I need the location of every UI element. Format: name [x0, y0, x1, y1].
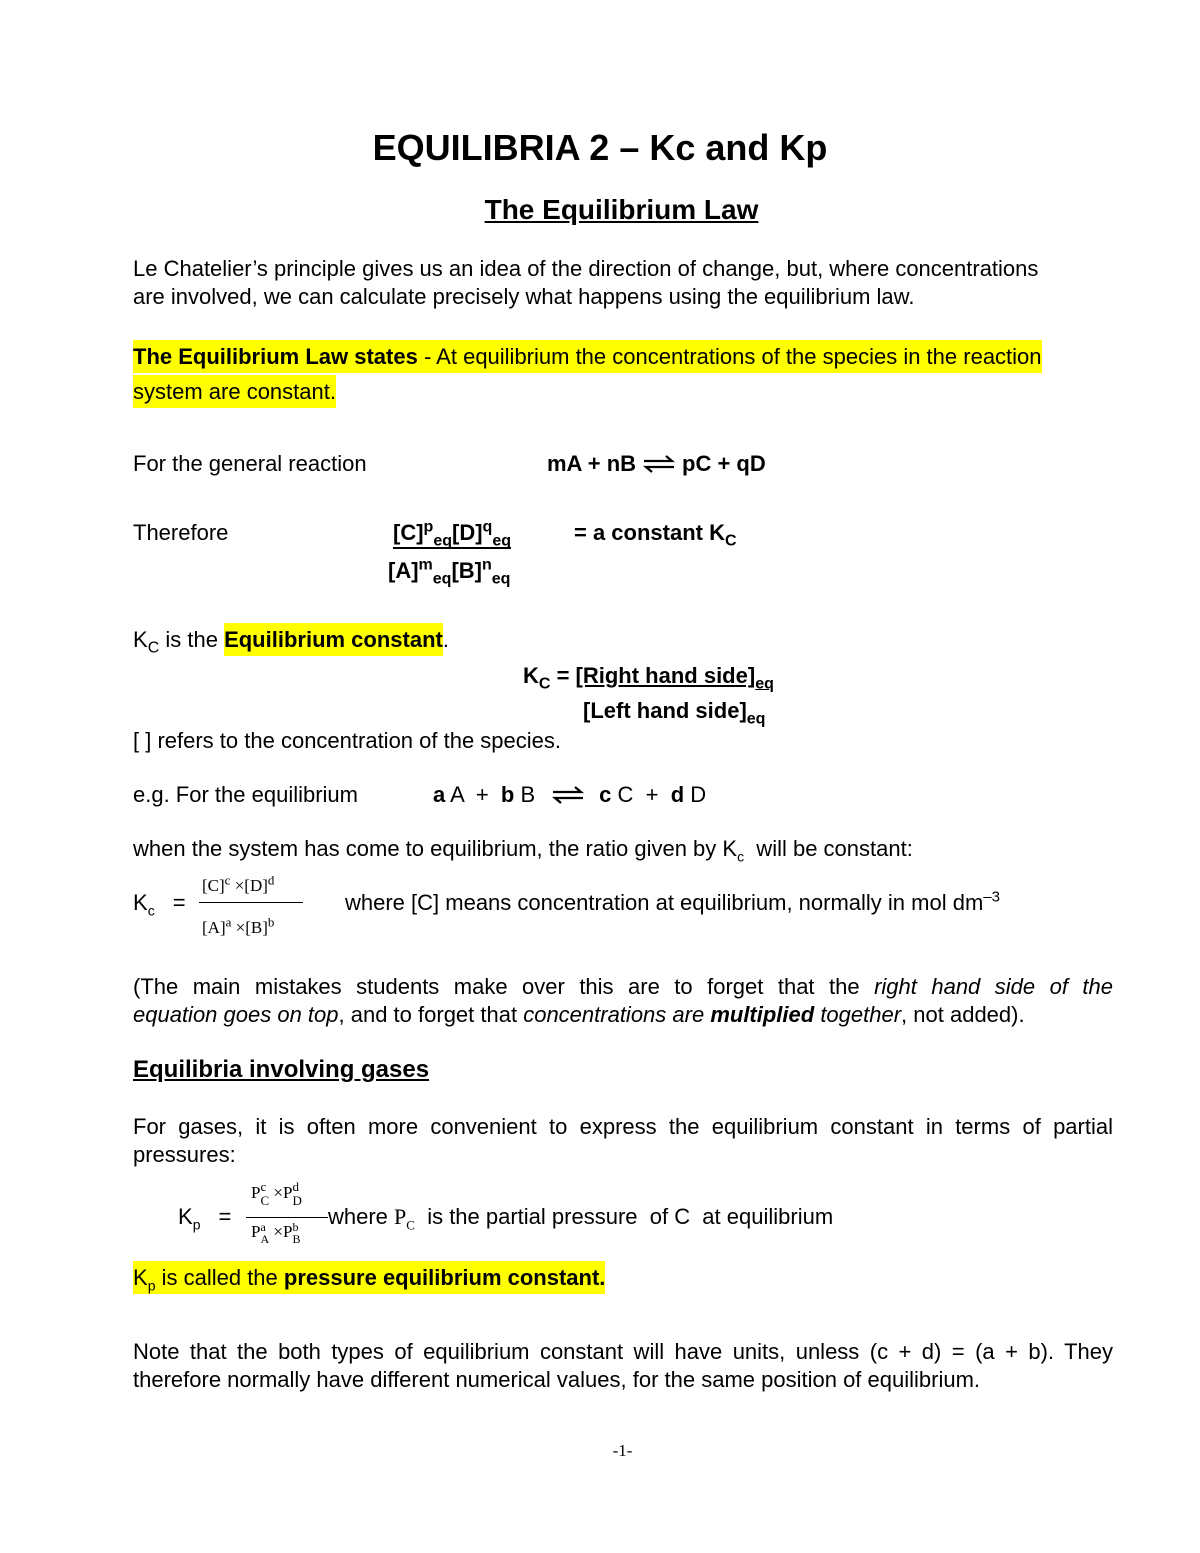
equals-constant-text: = a constant K	[574, 520, 725, 545]
kp-lhs-symbol: K	[178, 1204, 193, 1229]
kp-den-p1: P	[251, 1222, 261, 1241]
kc-def-den-eq: eq	[746, 710, 766, 728]
kp-symbol: K	[133, 1265, 148, 1290]
kc-where-text: where [C] means concentration at equilibrium, normally in mol dm	[345, 890, 984, 915]
kp-where-sentence	[328, 1203, 833, 1231]
equilibrium-arrow-icon	[642, 455, 676, 473]
kp-den-p1-sub: A	[260, 1232, 270, 1247]
kc-symbol: K	[133, 627, 148, 652]
kp-num-p2-sub: D	[292, 1193, 302, 1208]
kc-where-sentence	[345, 889, 1000, 917]
eg-coef-a: a	[433, 782, 446, 807]
kp-where-text: where	[328, 1204, 395, 1229]
kc-num-times: ×	[230, 876, 245, 895]
kp-formula-denominator	[251, 1221, 300, 1245]
general-reaction-label: For the general reaction	[133, 451, 367, 476]
kc-definition-sentence	[133, 626, 449, 657]
kp-num-times: ×	[269, 1182, 283, 1202]
kc-def-equals: =	[550, 663, 576, 688]
kp-fraction-bar	[246, 1217, 328, 1218]
intro-line-1: Le Chatelier’s principle gives us an idea of the direction of change, but, where concentrations	[133, 256, 1039, 281]
den-a-eq: eq	[432, 570, 452, 588]
section-heading-equilibrium-law: The Equilibrium Law	[484, 194, 759, 225]
therefore-label: Therefore	[133, 520, 229, 545]
law-statement-text-2: system are constant.	[133, 375, 336, 408]
kp-where-sub: C	[406, 1217, 415, 1233]
kc-def-symbol: K	[523, 663, 539, 688]
kp-called-sentence	[133, 1264, 605, 1292]
eg-species-b: B	[514, 782, 536, 807]
kc-rhs-lhs-numerator	[523, 662, 774, 693]
kc-general-equals	[574, 519, 737, 550]
num-d: [D]	[452, 520, 483, 545]
law-statement-line-1	[133, 343, 1042, 371]
kp-lhs-sub: p	[192, 1216, 201, 1233]
kp-den-p2-sub: B	[292, 1232, 301, 1247]
mistakes-text-2: , and to forget that	[338, 1002, 524, 1027]
section-heading-gases: Equilibria involving gases	[133, 1056, 430, 1083]
mistakes-italic-2: equation goes on top	[133, 1002, 339, 1027]
kp-den-p2-sup: b	[292, 1220, 299, 1235]
general-reaction-equation	[547, 450, 766, 478]
kc-formula-numerator	[202, 872, 275, 897]
kc-formula-denominator	[202, 914, 275, 939]
eg-coef-d: d	[670, 782, 685, 807]
equilibrium-arrow-icon	[551, 786, 585, 804]
eg-species-c: C +	[611, 782, 671, 807]
den-b-exp: n	[482, 556, 492, 574]
kc-num-c-exp: c	[224, 872, 231, 888]
kp-where-symbol: P	[394, 1204, 407, 1229]
kc-general-denominator	[388, 556, 511, 588]
kc-def-sub: C	[538, 675, 551, 693]
kc-den-a-exp: a	[225, 914, 232, 930]
mistakes-italic-4: together	[814, 1002, 902, 1027]
kp-formula-lhs	[178, 1203, 231, 1231]
ratio-sentence	[133, 835, 913, 863]
kp-den-p2: P	[282, 1222, 293, 1241]
num-c-eq: eq	[433, 532, 452, 550]
note-line-1: Note that the both types of equilibrium constant will have units, unless (c + d) = (a + b). They	[133, 1339, 1113, 1364]
ratio-sub: c	[737, 848, 745, 865]
num-c: [C]	[393, 520, 424, 545]
kc-def-num-eq: eq	[755, 675, 774, 693]
note-line-2: therefore normally have different numerical values, for the same position of equilibrium.	[133, 1367, 981, 1392]
num-d-exp: q	[482, 518, 493, 536]
kp-num-p1-sub: C	[260, 1193, 270, 1208]
kp-den-p1-sup: a	[260, 1220, 266, 1235]
num-d-eq: eq	[492, 532, 511, 550]
mistakes-italic-1: right hand side of the	[874, 974, 1113, 999]
kc-def-left-hand-side: [Left hand side]	[583, 698, 747, 723]
kc-lhs-symbol: K	[133, 890, 148, 915]
kc-formula-lhs	[133, 889, 186, 917]
kp-num-p1: P	[251, 1182, 261, 1202]
den-b: [B]	[451, 558, 482, 583]
kc-where-exp: –3	[983, 888, 1000, 906]
mistakes-bold-italic: multiplied	[710, 1002, 815, 1027]
eg-coef-c: c	[599, 782, 612, 807]
kc-symbol-sub: C	[147, 639, 160, 657]
law-statement-text: - At equilibrium the concentrations of the species in the reaction	[417, 344, 1042, 369]
mistakes-text-end: , not added).	[901, 1002, 1025, 1027]
kp-symbol-sub: p	[147, 1277, 156, 1294]
law-statement-bold: The Equilibrium Law states	[133, 344, 418, 369]
eg-species-d: D	[684, 782, 707, 807]
kc-formula-equals: =	[172, 890, 186, 915]
mistakes-line-2	[133, 1001, 1025, 1029]
kp-where-rest: is the partial pressure of C at equilibrium	[414, 1204, 834, 1229]
gases-intro-line-2: pressures:	[133, 1142, 236, 1167]
kc-fraction-bar	[199, 902, 303, 903]
general-reaction-reactants: mA + nB	[547, 451, 637, 476]
equals-constant-sub: C	[724, 532, 737, 550]
kc-is-end: .	[442, 627, 449, 652]
law-statement-line-2	[133, 378, 336, 406]
intro-line-2: are involved, we can calculate precisely what happens using the equilibrium law.	[133, 284, 915, 309]
mistakes-italic-3: concentrations are	[523, 1002, 711, 1027]
equilibrium-constant-term: Equilibrium constant	[224, 623, 443, 656]
pressure-equilibrium-constant-term: pressure equilibrium constant.	[283, 1265, 606, 1290]
kc-den-times: ×	[231, 918, 246, 937]
kp-formula-equals: =	[218, 1204, 232, 1229]
example-label: e.g. For the equilibrium	[133, 782, 358, 807]
den-b-eq: eq	[491, 570, 511, 588]
eg-coef-b: b	[500, 782, 515, 807]
den-a-exp: m	[418, 556, 433, 574]
mistakes-text-1: (The main mistakes students make over this are to forget that the	[133, 974, 875, 999]
mistakes-line-1	[133, 973, 1113, 1001]
kp-formula-numerator	[251, 1180, 302, 1208]
kc-def-right-hand-side: [Right hand side]	[575, 663, 756, 688]
num-c-exp: p	[423, 518, 434, 536]
brackets-note: [ ] refers to the concentration of the species.	[133, 728, 562, 753]
ratio-end: will be constant:	[744, 836, 913, 861]
kc-den-b-exp: b	[267, 914, 275, 930]
kc-general-numerator	[393, 519, 511, 549]
page-number: -1-	[612, 1441, 633, 1460]
example-equation	[433, 781, 706, 809]
ratio-text: when the system has come to equilibrium, the ratio given by K	[133, 836, 738, 861]
kc-is-text: is the	[159, 627, 225, 652]
kc-num-c: [C]	[202, 876, 225, 895]
kc-lhs-sub: c	[147, 902, 155, 919]
kc-rhs-lhs-denominator	[583, 697, 766, 728]
kp-num-p2: P	[282, 1182, 293, 1202]
kc-num-d: [D]	[244, 876, 268, 895]
kp-called-text: is called the	[155, 1265, 284, 1290]
kc-num-d-exp: d	[267, 872, 275, 888]
kp-num-p1-sup: c	[260, 1179, 267, 1194]
kp-num-p2-sup: d	[292, 1179, 299, 1194]
den-a: [A]	[388, 558, 419, 583]
page-title: EQUILIBRIA 2 – Kc and Kp	[372, 127, 828, 168]
kp-den-times: ×	[269, 1222, 283, 1241]
general-reaction-products: pC + qD	[682, 451, 766, 476]
gases-intro-line-1: For gases, it is often more convenient to express the equilibrium constant in terms of partial	[133, 1114, 1113, 1139]
kc-den-a: [A]	[202, 918, 226, 937]
eg-species-a: A +	[445, 782, 501, 807]
kc-den-b: [B]	[245, 918, 268, 937]
